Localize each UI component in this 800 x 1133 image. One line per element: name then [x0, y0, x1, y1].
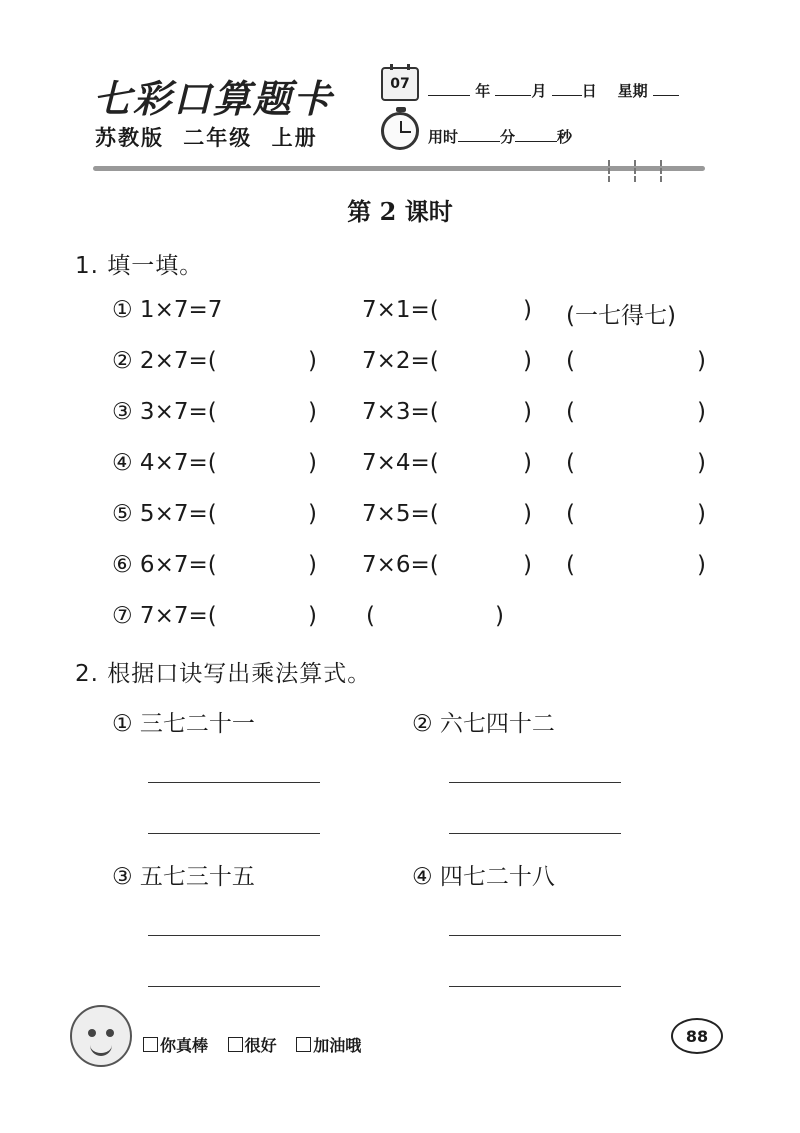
- answer-close-paren: ): [308, 603, 317, 629]
- mnemonic-open-paren: (: [566, 552, 575, 578]
- time-fields: [428, 126, 572, 147]
- seconds-blank[interactable]: [515, 129, 557, 142]
- lesson-title: 第 2 课时: [347, 197, 453, 226]
- divider-ornament: [634, 160, 641, 182]
- mnemonic-open-paren: (: [566, 399, 575, 425]
- equation-left: ④ 4×7=(: [112, 450, 217, 476]
- answer-close-paren: ): [308, 399, 317, 425]
- answer-line[interactable]: [148, 935, 320, 936]
- checkbox-icon[interactable]: [296, 1037, 311, 1052]
- brand-logo: 七彩口算题卡: [93, 76, 334, 121]
- question-2-title: 2. 根据口诀写出乘法算式。: [75, 661, 372, 687]
- answer-close-paren: ): [308, 501, 317, 527]
- answer-close-paren: ): [308, 348, 317, 374]
- rating-option[interactable]: [143, 1036, 208, 1055]
- rating-label: 你真棒: [160, 1036, 209, 1055]
- calendar-day: 07: [390, 76, 410, 92]
- equation-left: ③ 3×7=(: [112, 399, 217, 425]
- divider-ornament: [660, 160, 667, 182]
- month-label: 月: [531, 82, 547, 100]
- mnemonic-open-paren: (: [566, 501, 575, 527]
- answer-close-paren: ): [523, 348, 532, 374]
- mnemonic-prompt: ④ 四七二十八: [412, 864, 555, 890]
- month-blank[interactable]: [495, 83, 531, 96]
- alarm-clock-icon: [381, 112, 419, 150]
- page-number: 88: [671, 1018, 723, 1054]
- mnemonic-open-paren: (: [366, 603, 375, 629]
- answer-line[interactable]: [449, 986, 621, 987]
- edition-subtitle: 苏教版 二年级 上册: [95, 126, 318, 150]
- rating-label: 加油哦: [313, 1036, 362, 1055]
- mnemonic-prompt: ② 六七四十二: [412, 711, 555, 737]
- year-blank[interactable]: [428, 83, 470, 96]
- divider-ornament: [608, 160, 615, 182]
- minutes-label: 分: [500, 128, 516, 146]
- equation-right: 7×2=(: [362, 348, 439, 374]
- equation-left: ⑥ 6×7=(: [112, 552, 217, 578]
- year-label: 年: [475, 82, 491, 100]
- weekday-blank[interactable]: [653, 83, 679, 96]
- time-label: 用时: [428, 128, 459, 146]
- mnemonic-prompt: ① 三七二十一: [112, 711, 255, 737]
- answer-line[interactable]: [148, 782, 320, 783]
- equation-right: 7×5=(: [362, 501, 439, 527]
- minutes-blank[interactable]: [458, 129, 500, 142]
- mnemonic-close-paren: ): [697, 552, 706, 578]
- mnemonic-close-paren: ): [697, 501, 706, 527]
- answer-line[interactable]: [148, 986, 320, 987]
- mnemonic-close-paren: ): [697, 450, 706, 476]
- mnemonic-open-paren: (: [566, 450, 575, 476]
- answer-close-paren: ): [523, 552, 532, 578]
- mnemonic-open-paren: (: [566, 348, 575, 374]
- answer-line[interactable]: [449, 833, 621, 834]
- equation-left: ② 2×7=(: [112, 348, 217, 374]
- checkbox-icon[interactable]: [143, 1037, 158, 1052]
- answer-close-paren: ): [523, 501, 532, 527]
- equation-left: ① 1×7=7: [112, 297, 223, 323]
- weekday-label: 星期: [617, 82, 648, 100]
- answer-line[interactable]: [449, 782, 621, 783]
- mnemonic-close-paren: ): [697, 348, 706, 374]
- answer-line[interactable]: [148, 833, 320, 834]
- mnemonic-prompt: ③ 五七三十五: [112, 864, 255, 890]
- day-label: 日: [581, 82, 597, 100]
- equation-left: ⑦ 7×7=(: [112, 603, 217, 629]
- equation-right: 7×1=(: [362, 297, 439, 323]
- equation-right: 7×3=(: [362, 399, 439, 425]
- question-1-title: 1. 填一填。: [75, 253, 204, 279]
- answer-line[interactable]: [449, 935, 621, 936]
- equation-right: 7×4=(: [362, 450, 439, 476]
- date-fields: [428, 80, 679, 101]
- checkbox-icon[interactable]: [228, 1037, 243, 1052]
- seconds-label: 秒: [557, 128, 573, 146]
- answer-close-paren: ): [523, 297, 532, 323]
- mnemonic-close-paren: ): [697, 399, 706, 425]
- self-rating: [143, 1033, 375, 1056]
- answer-close-paren: ): [308, 450, 317, 476]
- answer-close-paren: ): [308, 552, 317, 578]
- answer-close-paren: ): [523, 450, 532, 476]
- mnemonic-close-paren: ): [495, 603, 504, 629]
- rating-label: 很好: [244, 1036, 277, 1055]
- rating-option[interactable]: [296, 1036, 361, 1055]
- rating-option[interactable]: [228, 1036, 277, 1055]
- equation-left: ⑤ 5×7=(: [112, 501, 217, 527]
- mascot-icon: [70, 1005, 132, 1067]
- equation-right: 7×6=(: [362, 552, 439, 578]
- answer-close-paren: ): [523, 399, 532, 425]
- day-blank[interactable]: [552, 83, 582, 96]
- calendar-icon: [381, 67, 419, 101]
- mnemonic: (一七得七): [566, 303, 676, 329]
